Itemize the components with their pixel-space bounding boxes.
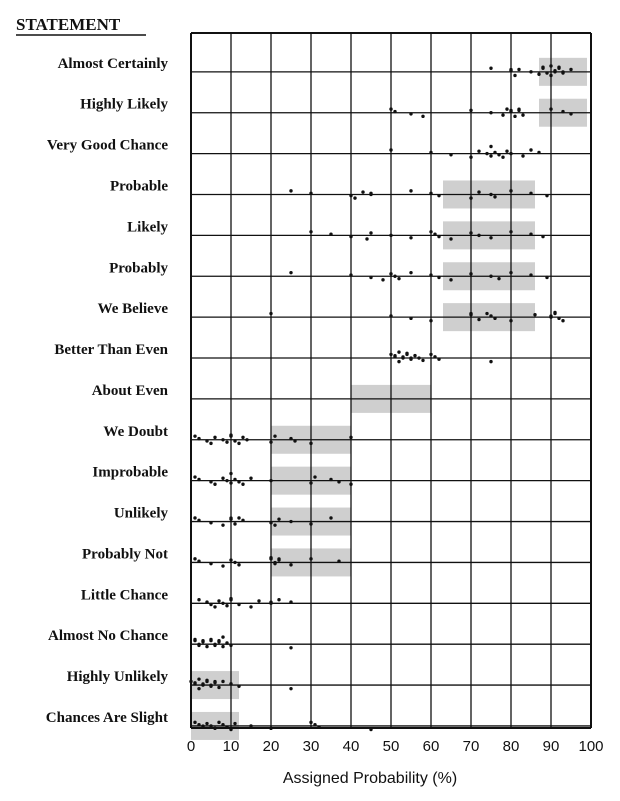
data-point (509, 319, 512, 322)
data-point (489, 154, 492, 157)
data-point (289, 271, 292, 274)
data-point (489, 314, 492, 317)
statement-label: Almost No Chance (48, 628, 168, 645)
data-point (469, 196, 472, 199)
statement-label: Chances Are Slight (45, 709, 168, 726)
data-point (289, 687, 292, 690)
data-point (529, 232, 532, 235)
data-point (197, 560, 200, 563)
data-point (277, 598, 280, 601)
data-point (421, 115, 424, 118)
data-point (189, 680, 192, 683)
data-point (361, 190, 364, 193)
data-point (509, 152, 512, 155)
x-tick-labels (187, 738, 604, 755)
data-point (337, 480, 340, 483)
data-point (549, 107, 552, 110)
data-point (201, 682, 204, 685)
data-point (493, 151, 496, 154)
data-point (493, 195, 496, 198)
data-point (349, 194, 352, 197)
data-point (549, 314, 552, 317)
data-point (369, 231, 372, 234)
data-point (521, 154, 524, 157)
data-point (545, 194, 548, 197)
data-point (517, 68, 520, 71)
data-point (233, 439, 236, 442)
data-point (221, 564, 224, 567)
data-point (269, 312, 272, 315)
data-point (437, 194, 440, 197)
data-point (469, 312, 472, 315)
data-point (289, 646, 292, 649)
data-point (221, 602, 224, 605)
data-point (225, 641, 228, 644)
data-point (477, 318, 480, 321)
data-point (193, 721, 196, 724)
data-point (289, 189, 292, 192)
data-point (229, 433, 232, 436)
data-point (561, 70, 564, 73)
data-point (429, 353, 432, 356)
data-point (229, 597, 232, 600)
data-point (205, 645, 208, 648)
statement-label: Probable (109, 178, 168, 195)
data-point (569, 68, 572, 71)
data-point (517, 108, 520, 111)
data-point (353, 196, 356, 199)
data-point (557, 317, 560, 320)
data-point (489, 111, 492, 114)
data-point (405, 352, 408, 355)
data-point (197, 478, 200, 481)
data-point (229, 682, 232, 685)
data-point (437, 276, 440, 279)
data-point (545, 71, 548, 74)
data-point (409, 236, 412, 239)
data-point (501, 156, 504, 159)
data-point (329, 478, 332, 481)
data-point (449, 237, 452, 240)
data-point (409, 271, 412, 274)
data-point (257, 599, 260, 602)
data-point (197, 687, 200, 690)
statement-label: Probably (109, 260, 168, 277)
data-point (237, 442, 240, 445)
data-point (505, 107, 508, 110)
data-point (237, 563, 240, 566)
data-point (209, 724, 212, 727)
data-point (193, 638, 196, 641)
data-point (429, 230, 432, 233)
x-tick-label: 80 (502, 738, 520, 755)
data-point (553, 69, 556, 72)
data-point (417, 356, 420, 359)
data-point (529, 192, 532, 195)
data-point (433, 355, 436, 358)
data-point (309, 481, 312, 484)
data-point (241, 436, 244, 439)
data-point (205, 722, 208, 725)
data-point (241, 519, 244, 522)
data-point (389, 234, 392, 237)
data-point (545, 276, 548, 279)
data-point (273, 523, 276, 526)
data-point (329, 232, 332, 235)
statement-label: Probably Not (82, 546, 168, 563)
data-point (269, 556, 272, 559)
statement-label: We Believe (97, 301, 168, 318)
data-point (269, 601, 272, 604)
data-point (401, 355, 404, 358)
data-point (349, 483, 352, 486)
data-point (489, 67, 492, 70)
data-point (313, 723, 316, 726)
grid (191, 33, 591, 728)
data-point (249, 477, 252, 480)
data-point (429, 319, 432, 322)
data-point (313, 475, 316, 478)
data-point (369, 276, 372, 279)
data-point (337, 560, 340, 563)
data-point (409, 317, 412, 320)
data-point (213, 727, 216, 730)
data-point (225, 725, 228, 728)
data-point (393, 110, 396, 113)
data-point (513, 74, 516, 77)
statement-label: Better Than Even (54, 342, 168, 359)
data-point (213, 680, 216, 683)
data-point (289, 563, 292, 566)
data-point (221, 438, 224, 441)
data-point (221, 680, 224, 683)
data-point (237, 480, 240, 483)
data-point (225, 440, 228, 443)
data-point (317, 725, 320, 728)
data-point (209, 480, 212, 483)
data-point (193, 475, 196, 478)
data-point (393, 275, 396, 278)
x-tick-label: 30 (302, 738, 320, 755)
data-point (289, 520, 292, 523)
data-point (197, 723, 200, 726)
data-point (365, 237, 368, 240)
data-point (233, 722, 236, 725)
data-point (221, 477, 224, 480)
data-point (245, 438, 248, 441)
data-point (277, 517, 280, 520)
data-point (269, 727, 272, 730)
data-point (389, 314, 392, 317)
statement-labels (46, 56, 169, 726)
data-point (433, 232, 436, 235)
chart-title: STATEMENT (16, 15, 121, 34)
data-point (529, 148, 532, 151)
data-point (229, 481, 232, 484)
statement-label: Improbable (92, 464, 168, 481)
x-tick-label: 10 (222, 738, 240, 755)
data-point (549, 74, 552, 77)
data-point (489, 193, 492, 196)
data-point (213, 483, 216, 486)
x-axis-label: Assigned Probability (%) (282, 770, 458, 787)
data-point (569, 112, 572, 115)
data-point (505, 150, 508, 153)
data-point (193, 434, 196, 437)
data-point (217, 686, 220, 689)
data-point (273, 434, 276, 437)
statement-label: Highly Likely (80, 96, 168, 113)
data-point (421, 359, 424, 362)
data-point (241, 483, 244, 486)
data-point (397, 277, 400, 280)
statement-label: Very Good Chance (46, 137, 168, 154)
data-point (209, 562, 212, 565)
data-point (197, 677, 200, 680)
data-point (309, 442, 312, 445)
data-point (497, 277, 500, 280)
data-point (309, 721, 312, 724)
data-point (197, 519, 200, 522)
data-point (201, 724, 204, 727)
data-point (309, 192, 312, 195)
data-point (469, 109, 472, 112)
data-point (549, 64, 552, 67)
data-point (533, 313, 536, 316)
statement-label: Little Chance (80, 587, 168, 604)
data-point (349, 235, 352, 238)
data-point (221, 523, 224, 526)
data-point (537, 151, 540, 154)
data-point (249, 724, 252, 727)
data-point (429, 273, 432, 276)
data-point (289, 600, 292, 603)
data-point (501, 113, 504, 116)
data-point (389, 272, 392, 275)
data-point (249, 605, 252, 608)
data-point (485, 312, 488, 315)
data-point (217, 639, 220, 642)
data-point (509, 230, 512, 233)
data-point (509, 189, 512, 192)
data-point (233, 522, 236, 525)
data-point (381, 278, 384, 281)
data-point (393, 354, 396, 357)
data-point (213, 643, 216, 646)
data-point (269, 440, 272, 443)
data-point (493, 317, 496, 320)
data-point (237, 603, 240, 606)
x-tick-label: 50 (382, 738, 400, 755)
data-point (237, 516, 240, 519)
data-point (413, 354, 416, 357)
data-point (225, 479, 228, 482)
statement-label: Highly Unlikely (66, 669, 168, 686)
x-tick-label: 90 (542, 738, 560, 755)
data-point (489, 360, 492, 363)
data-point (389, 353, 392, 356)
data-point (369, 728, 372, 731)
x-tick-label: 20 (262, 738, 280, 755)
x-tick-label: 100 (578, 738, 604, 755)
data-point (489, 236, 492, 239)
data-point (273, 561, 276, 564)
data-point (477, 150, 480, 153)
x-tick-label: 40 (342, 738, 360, 755)
data-point (205, 439, 208, 442)
data-point (521, 113, 524, 116)
data-point (197, 598, 200, 601)
data-point (329, 516, 332, 519)
data-point (229, 516, 232, 519)
data-point (509, 271, 512, 274)
data-point (209, 442, 212, 445)
data-point (437, 358, 440, 361)
data-point (529, 70, 532, 73)
data-point (497, 153, 500, 156)
data-point (229, 728, 232, 731)
data-point (389, 107, 392, 110)
data-point (209, 521, 212, 524)
data-point (309, 522, 312, 525)
statement-label: Likely (127, 219, 168, 236)
data-point (209, 603, 212, 606)
data-point (485, 152, 488, 155)
data-point (277, 557, 280, 560)
data-point (349, 436, 352, 439)
data-point (309, 557, 312, 560)
data-point (221, 635, 224, 638)
data-point (469, 231, 472, 234)
data-point (509, 109, 512, 112)
data-point (197, 437, 200, 440)
x-tick-label: 0 (186, 738, 196, 755)
data-point (537, 73, 540, 76)
data-point (237, 685, 240, 688)
data-point (561, 319, 564, 322)
data-point (197, 643, 200, 646)
data-point (293, 439, 296, 442)
data-point (509, 68, 512, 71)
data-point (217, 721, 220, 724)
data-point (225, 604, 228, 607)
x-tick-label: 60 (422, 738, 440, 755)
data-point (233, 561, 236, 564)
data-point (213, 605, 216, 608)
data-point (209, 683, 212, 686)
data-point (389, 148, 392, 151)
data-point (429, 192, 432, 195)
data-point (429, 151, 432, 154)
data-point (221, 645, 224, 648)
data-point (229, 558, 232, 561)
data-point (221, 723, 224, 726)
data-point (489, 275, 492, 278)
data-point (477, 234, 480, 237)
data-point (477, 190, 480, 193)
data-point (449, 278, 452, 281)
data-point (397, 350, 400, 353)
data-point (437, 235, 440, 238)
data-point (269, 479, 272, 482)
data-point (289, 437, 292, 440)
data-point (193, 516, 196, 519)
data-point (269, 521, 272, 524)
data-point (213, 436, 216, 439)
data-point (233, 478, 236, 481)
data-point (369, 192, 372, 195)
data-point (409, 112, 412, 115)
data-point (201, 639, 204, 642)
data-point (193, 557, 196, 560)
data-point (541, 65, 544, 68)
data-point (557, 65, 560, 68)
data-point (449, 153, 452, 156)
data-point (489, 145, 492, 148)
data-point (193, 681, 196, 684)
data-point (553, 311, 556, 314)
statement-label: Unlikely (113, 505, 168, 522)
data-point (409, 356, 412, 359)
data-point (513, 115, 516, 118)
statement-label: Almost Certainly (57, 55, 168, 72)
x-tick-label: 70 (462, 738, 480, 755)
data-point (529, 273, 532, 276)
data-point (561, 110, 564, 113)
data-point (469, 156, 472, 159)
data-point (469, 272, 472, 275)
data-point (205, 679, 208, 682)
statement-label: About Even (91, 382, 168, 399)
data-point (409, 189, 412, 192)
data-point (205, 600, 208, 603)
data-point (309, 230, 312, 233)
data-point (217, 599, 220, 602)
data-point (229, 472, 232, 475)
data-point (349, 273, 352, 276)
data-point (209, 638, 212, 641)
statement-label: We Doubt (103, 423, 168, 440)
data-point (229, 644, 232, 647)
data-point (541, 235, 544, 238)
data-point (397, 360, 400, 363)
